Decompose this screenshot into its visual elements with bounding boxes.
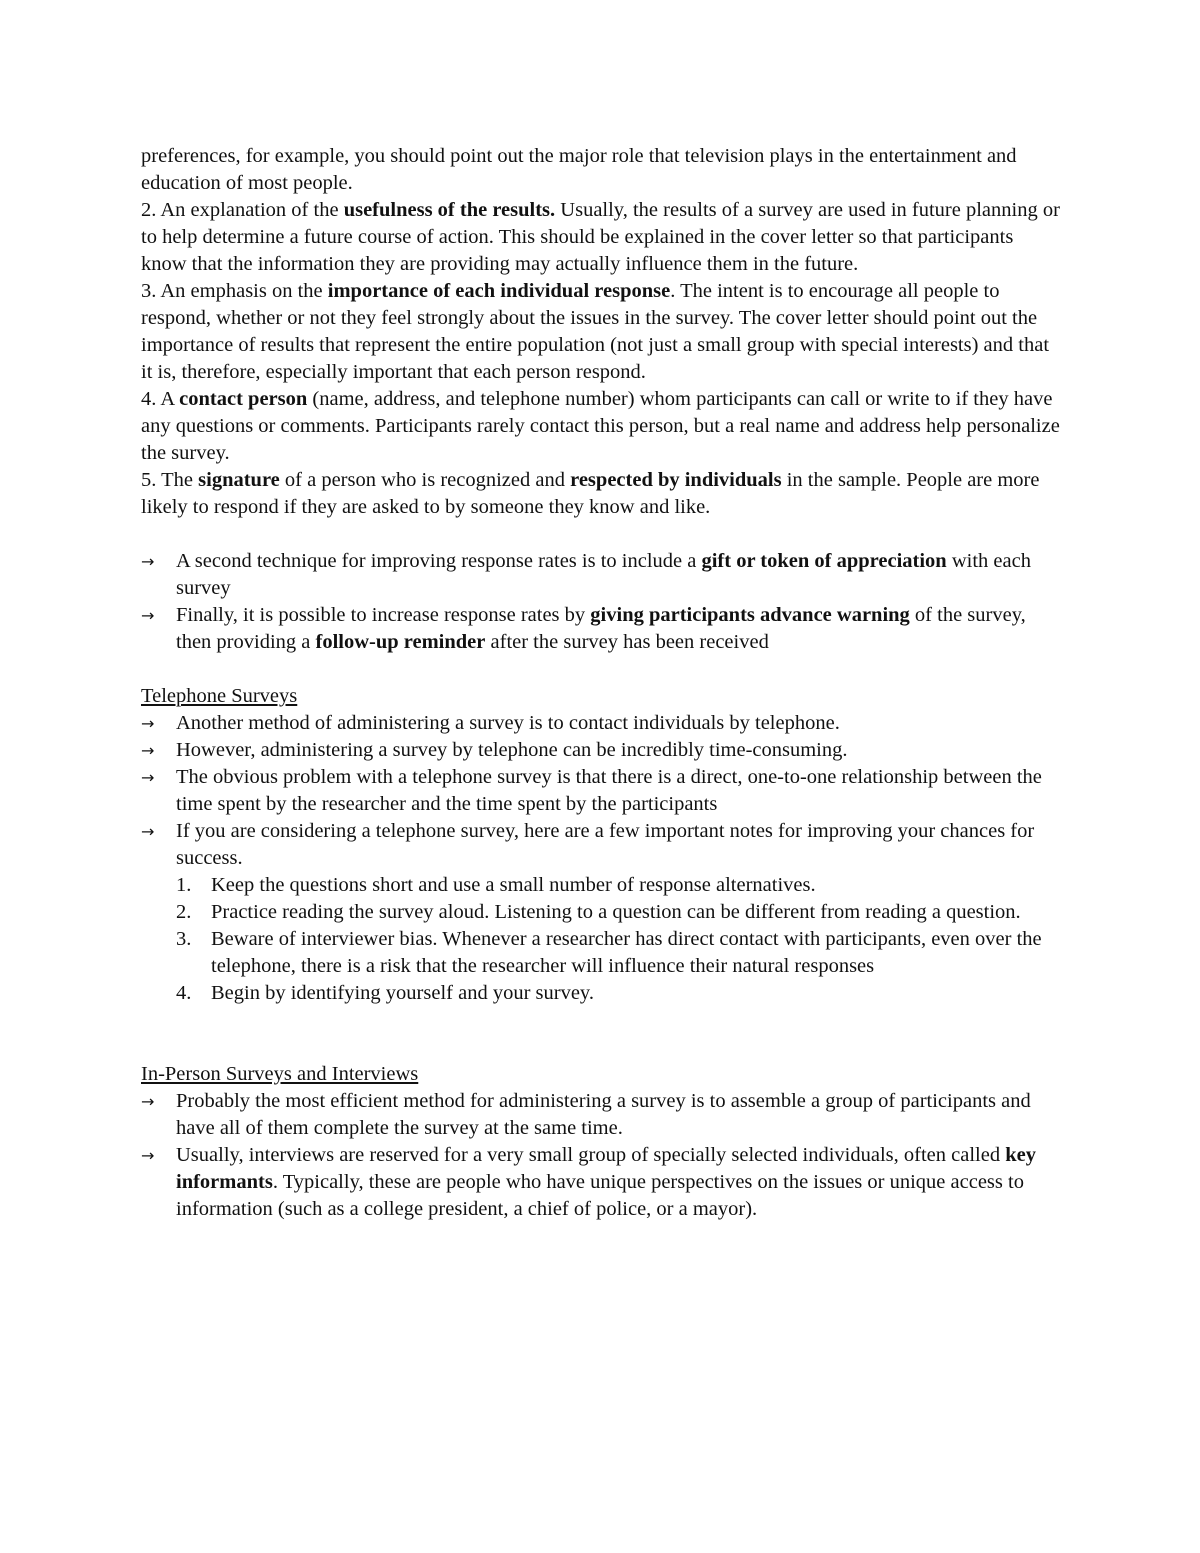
numbered-item: 3. Beware of interviewer bias. Whenever a researcher has direct contact with participants, even over the telephone, there is a risk that the researcher will influence their natural responses [176, 928, 1042, 977]
list-item: → A second technique for improving response rates is to include a gift or token of appreciation with each survey [141, 550, 1031, 599]
intro-point-5: 5. The signature of a person who is recognized and respected by individuals in the sample. People are more likely to respond if they are asked to by someone they know and like. [141, 469, 1040, 518]
item-number: 2. [176, 901, 192, 923]
arrow-bullet-icon: → [141, 741, 155, 760]
intro-paragraph-continuation: preferences, for example, you should point out the major role that television plays in the entertainment and education of most people. [141, 145, 1017, 194]
blank-line [141, 521, 1061, 548]
section-heading-in-person: In-Person Surveys and Interviews [141, 1063, 419, 1085]
bold-term: key informants [176, 1144, 1036, 1193]
bold-term: follow-up reminder [315, 631, 486, 653]
numbered-item: 4. Begin by identifying yourself and your survey. [141, 980, 1061, 1007]
list-item: → The obvious problem with a telephone survey is that there is a direct, one-to-one relationship between the time spent by the researcher and the time spent by the participants [141, 766, 1042, 815]
list-item: → Probably the most efficient method for administering a survey is to assemble a group of participants and have all of them complete the survey at the same time. [141, 1090, 1031, 1139]
telephone-bullets [141, 710, 1061, 872]
intro-point-3: 3. An emphasis on the importance of each individual response. The intent is to encourage all people to respond, whether or not they feel strongly about the issues in the survey. The cover letter should point out the importance of results that represent the entire population (not just a small group with special interests) and that it is, therefore, especially important that each person respond. [141, 280, 1050, 383]
item-number: 3. [176, 928, 192, 950]
bold-term: respected by individuals [570, 469, 782, 491]
arrow-bullet-icon: → [141, 768, 155, 787]
item-number: 1. [176, 874, 192, 896]
bold-term: importance of each individual response [327, 280, 671, 302]
section-heading-telephone: Telephone Surveys [141, 685, 298, 707]
bold-term: gift or token of appreciation [701, 550, 947, 572]
arrow-bullet-icon: → [141, 552, 155, 571]
telephone-tips-list [141, 872, 1061, 1007]
arrow-bullet-icon: → [141, 822, 155, 841]
intro-point-4: 4. A contact person (name, address, and telephone number) whom participants can call or write to if they have any questions or comments. Participants rarely contact this person, but a real name and address help personalize the survey. [141, 388, 1060, 464]
list-item: → However, administering a survey by telephone can be incredibly time-consuming. [141, 737, 1061, 764]
in-person-bullets [141, 1088, 1061, 1223]
bold-term: usefulness of the results. [343, 199, 556, 221]
arrow-bullet-icon: → [141, 714, 155, 733]
response-rate-bullets [141, 548, 1061, 656]
intro-point-2: 2. An explanation of the usefulness of the results. Usually, the results of a survey are used in future planning or to help determine a future course of action. This should be explained in the cover letter so that participants know that the information they are providing may actually influence them in the future. [141, 199, 1060, 275]
list-item: → Another method of administering a survey is to contact individuals by telephone. [141, 710, 1061, 737]
numbered-item: 1. Keep the questions short and use a small number of response alternatives. [141, 872, 1061, 899]
document-page [141, 143, 1061, 1223]
list-item: → If you are considering a telephone survey, here are a few important notes for improving your chances for success. [141, 820, 1035, 869]
arrow-bullet-icon: → [141, 1092, 155, 1111]
list-item: → Usually, interviews are reserved for a very small group of specially selected individuals, often called key informants. Typically, these are people who have unique perspectives on the issues or unique access to information (such as a college president, a chief of police, or a mayor). [141, 1144, 1036, 1220]
arrow-bullet-icon: → [141, 606, 155, 625]
arrow-bullet-icon: → [141, 1146, 155, 1165]
blank-line [141, 656, 1061, 683]
bold-term: giving participants advance warning [590, 604, 910, 626]
list-item: → Finally, it is possible to increase response rates by giving participants advance warning of the survey, then providing a follow-up reminder after the survey has been received [141, 604, 1026, 653]
numbered-item: 2. Practice reading the survey aloud. Listening to a question can be different from reading a question. [141, 899, 1061, 926]
blank-lines [141, 1007, 1061, 1061]
bold-term: contact person [179, 388, 308, 410]
item-number: 4. [176, 982, 192, 1004]
bold-term: signature [198, 469, 280, 491]
